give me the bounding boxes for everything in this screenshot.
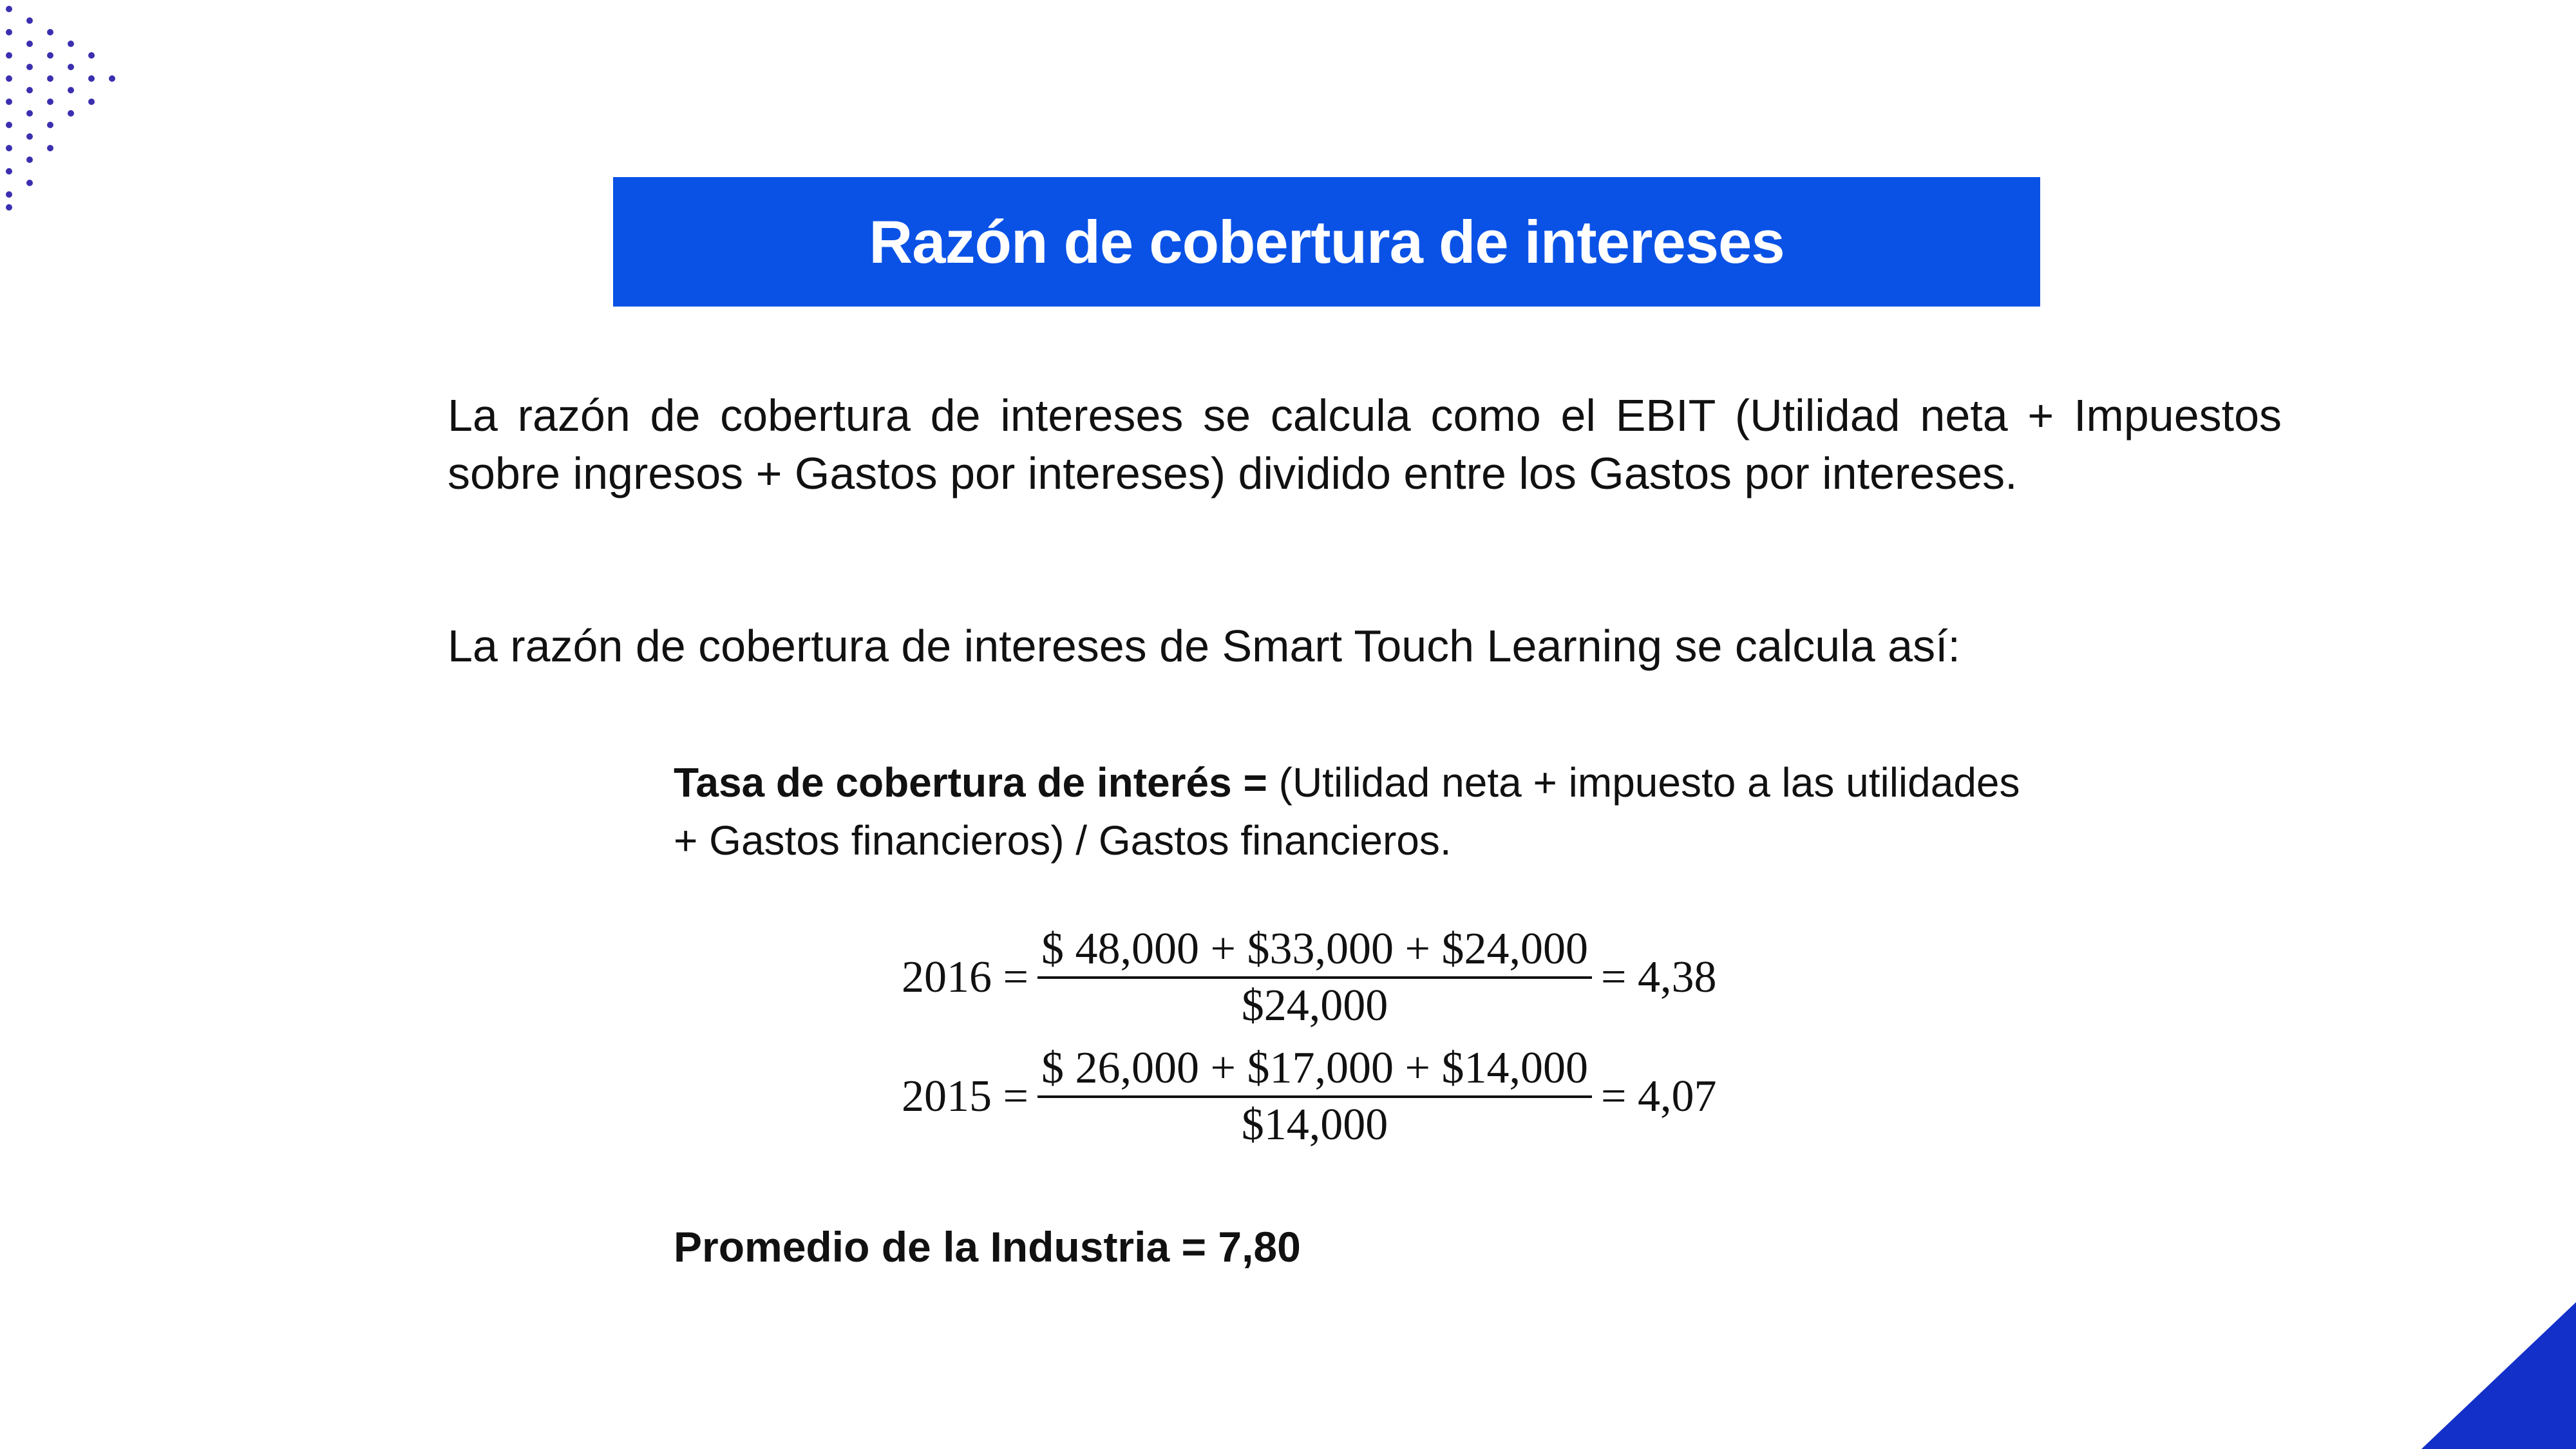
calculation-result: = 4,38	[1600, 952, 1717, 1002]
definition-paragraph: La razón de cobertura de intereses se calcula como el EBIT (Utilidad neta + Impuestos sobre ingresos + Gastos por intereses) dividido entre los Gastos por intereses.	[448, 390, 2282, 498]
fraction	[1037, 922, 1592, 1033]
formula-definition	[674, 753, 2155, 869]
fraction-numerator: $ 48,000 + $33,000 + $24,000	[1041, 924, 1588, 974]
formula-expression-line-1: (Utilidad neta + impuesto a las utilidades	[1267, 759, 2020, 806]
industry-average: Promedio de la Industria = 7,80	[674, 1223, 1301, 1271]
fraction-denominator: $24,000	[1241, 981, 1388, 1030]
calculation-year: 2016 =	[902, 952, 1028, 1002]
fraction-numerator: $ 26,000 + $17,000 + $14,000	[1041, 1043, 1588, 1093]
formula-expression-line-2: + Gastos financieros) / Gastos financieros.	[674, 817, 1452, 864]
slide-title: Razón de cobertura de intereses	[869, 207, 1785, 276]
decorative-corner-triangle	[2421, 1302, 2576, 1449]
fraction	[1037, 1041, 1592, 1152]
title-banner	[613, 177, 2040, 307]
calculation-2016	[902, 922, 1716, 1033]
decorative-dots-pattern	[0, 0, 129, 219]
calculation-year: 2015 =	[902, 1072, 1028, 1121]
formula-label: Tasa de cobertura de interés =	[674, 759, 1267, 806]
fraction-denominator: $14,000	[1241, 1100, 1388, 1150]
calculation-result: = 4,07	[1600, 1072, 1717, 1121]
calculation-intro-paragraph: La razón de cobertura de intereses de Smart Touch Learning se calcula así:	[448, 621, 1960, 671]
calculation-2015	[902, 1041, 1716, 1152]
